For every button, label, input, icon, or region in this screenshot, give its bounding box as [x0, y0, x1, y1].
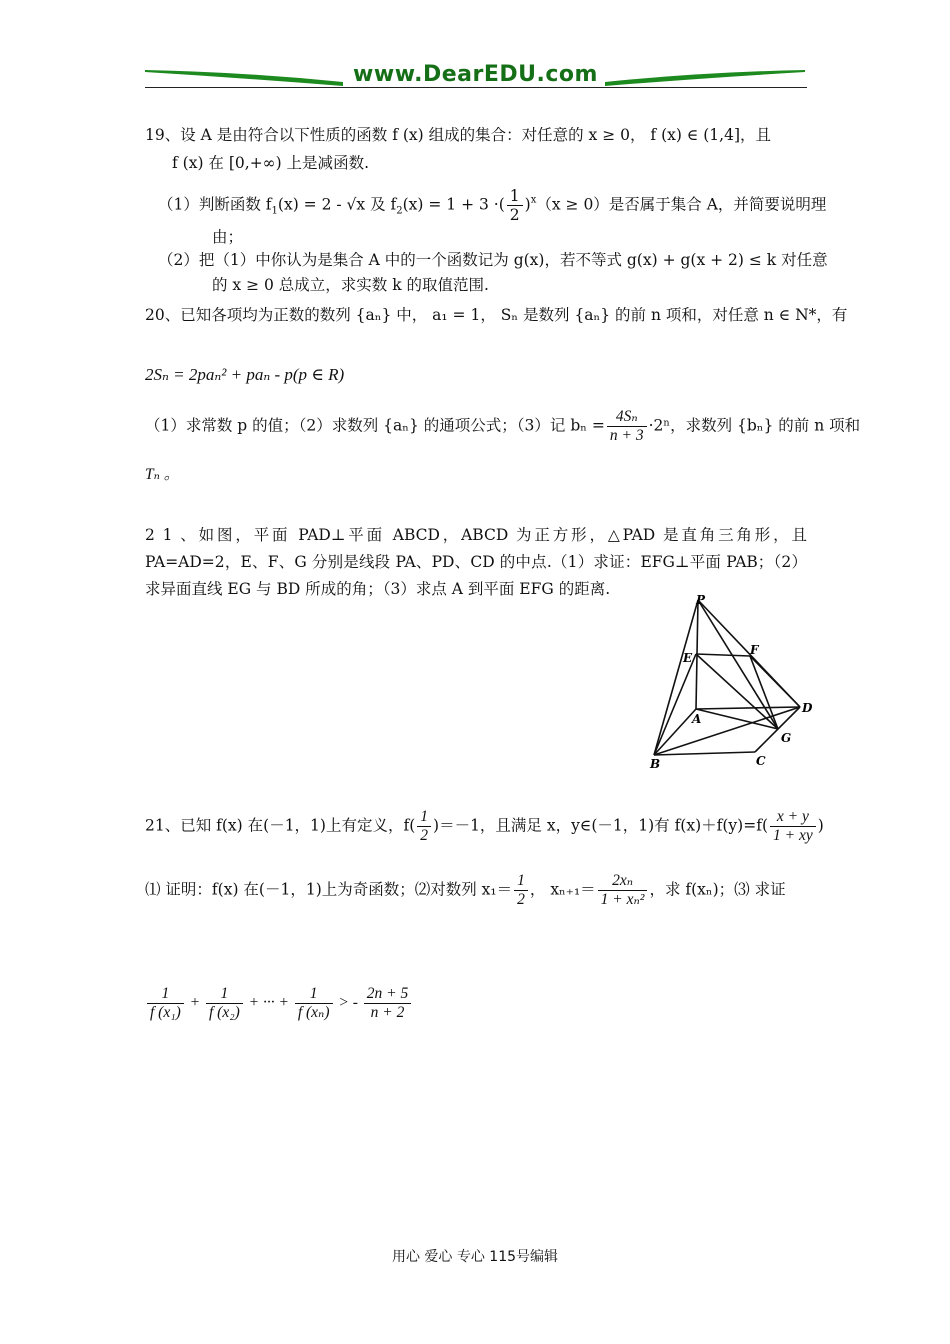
- site-logo-text: www.DearEDU.com: [353, 62, 598, 87]
- q20-line-3: [145, 408, 860, 445]
- q21b-half-fraction: $\frac{1}{2}$: [417, 808, 431, 845]
- header-rule: [145, 87, 807, 88]
- q19-line-3: （1）判断函数 $f_1(x) = 2 - √x$ 及 $f_2(x) = 1 + 3$ ·( $\frac{1}{2}$ )$^x$（x ≥ 0）是否属于集合 A，并简要说明理: [158, 187, 827, 224]
- q19-line-5: （2）把（1）中你认为是集合 A 中的一个函数记为 g(x)，若不等式 g(x) + g(x + 2) ≤ k 对任意: [158, 251, 828, 269]
- rhs-fraction: $\frac{2n + 5}{n + 2}$: [364, 985, 411, 1022]
- label-E: E: [683, 651, 693, 665]
- label-G: G: [781, 731, 792, 745]
- q21b-x1-fraction: $\frac{1}{2}$: [514, 872, 528, 909]
- label-P: P: [696, 593, 706, 607]
- label-A: A: [692, 712, 702, 726]
- q20-bn-fraction: $\frac{\text{4Sₙ}}{n + 3}$: [607, 408, 647, 445]
- label-F: F: [750, 643, 759, 657]
- q21b-line-2: [145, 872, 786, 909]
- q21-geometry-text: 2 1 、如图，平面 PAD⊥平面 ABCD，ABCD 为正方形，△PAD 是直角三角形，且 PA=AD=2，E、F、G 分别是线段 PA、PD、CD 的中点.（1）求证：EFG⊥平面 PAB；（2）求异面直线 EG 与 BD 所成的角；（3）求点 A 到平面 EFG 的距离.: [145, 526, 807, 598]
- q19-line-6: 的 x ≥ 0 总成立，求实数 k 的取值范围.: [212, 276, 489, 294]
- sum-term-n: $\frac{1}{\text{f (xₙ)}}$: [295, 985, 333, 1022]
- q21b-l2-part-b: ， xₙ₊₁＝: [529, 880, 596, 899]
- q20-l3-part-b: ·2ⁿ，求数列 {bₙ} 的前 n 项和: [648, 416, 861, 435]
- q19-l3-part-b: (x) = 2 - √x 及 f: [277, 195, 397, 214]
- label-D: D: [802, 701, 813, 715]
- q20-equation: 2Sₙ = 2paₙ² + paₙ - p(p ∈ R): [145, 365, 345, 384]
- q19-half-fraction: $\frac{1}{2}$: [507, 187, 523, 224]
- sum-term-1: $\frac{1}{\text{f (x₁)}}$: [147, 985, 184, 1022]
- q19-line-4: 由；: [212, 228, 244, 246]
- q21b-l1-part-c: ): [817, 816, 824, 835]
- q21b-recurrence-fraction: $\frac{\text{2xₙ}}{\text{1 + xₙ²}}$: [598, 872, 648, 909]
- q19-l3-part-e: （x ≥ 0）是否属于集合 A，并简要说明理: [536, 195, 827, 214]
- q21b-line-1: [145, 808, 824, 845]
- q21b-l2-part-a: ⑴ 证明：f(x) 在(－1，1)上为奇函数；⑵对数列 x₁＝: [145, 880, 513, 899]
- label-B: B: [650, 757, 661, 771]
- q19-line-1: 19、设 A 是由符合以下性质的函数 f (x) 组成的集合：对任意的 x ≥ 0， f (x) ∈ (1,4]，且: [145, 126, 771, 144]
- q21b-l1-part-a: 21、已知 f(x) 在(－1，1)上有定义，f(: [145, 816, 416, 835]
- plus-sign-1: +: [189, 994, 201, 1012]
- q20-line-4: Tₙ 。: [145, 466, 180, 483]
- q19-line-2: f (x) 在 [0,+∞) 上是减函数.: [172, 154, 369, 172]
- q21b-l1-part-b: )＝－1，且满足 x，y∈(－1，1)有 f(x)＋f(y)=f(: [433, 816, 768, 835]
- q19-l3-part-a: （1）判断函数 f: [158, 195, 272, 214]
- q21b-xy-fraction: $\frac{x + y}{1 + xy}$: [770, 808, 816, 845]
- q19-l3-part-c: (x) = 1 + 3 ·(: [402, 195, 505, 214]
- label-C: C: [756, 754, 766, 768]
- pyramid-figure: [640, 592, 820, 772]
- q21b-l2-part-c: ，求 f(xₙ)；⑶ 求证: [649, 880, 786, 899]
- pyramid-diagram: [640, 592, 820, 772]
- q20-line-1: 20、已知各项均为正数的数列 {aₙ} 中， a₁ = 1， Sₙ 是数列 {aₙ} 的前 n 项和，对任意 n ∈ N*，有: [145, 306, 848, 324]
- q21b-inequality: [145, 985, 413, 1022]
- q19-l3-part-d: ): [524, 195, 531, 214]
- ellipsis-plus: + ··· +: [248, 994, 289, 1012]
- greater-than-minus: > -: [338, 994, 358, 1012]
- q20-l3-part-a: （1）求常数 p 的值；（2）求数列 {aₙ} 的通项公式；（3）记 bₙ =: [145, 416, 605, 435]
- page-footer: 用心 爱心 专心 115号编辑: [391, 1249, 559, 1265]
- sum-term-2: $\frac{1}{\text{f (x₂)}}$: [206, 985, 243, 1022]
